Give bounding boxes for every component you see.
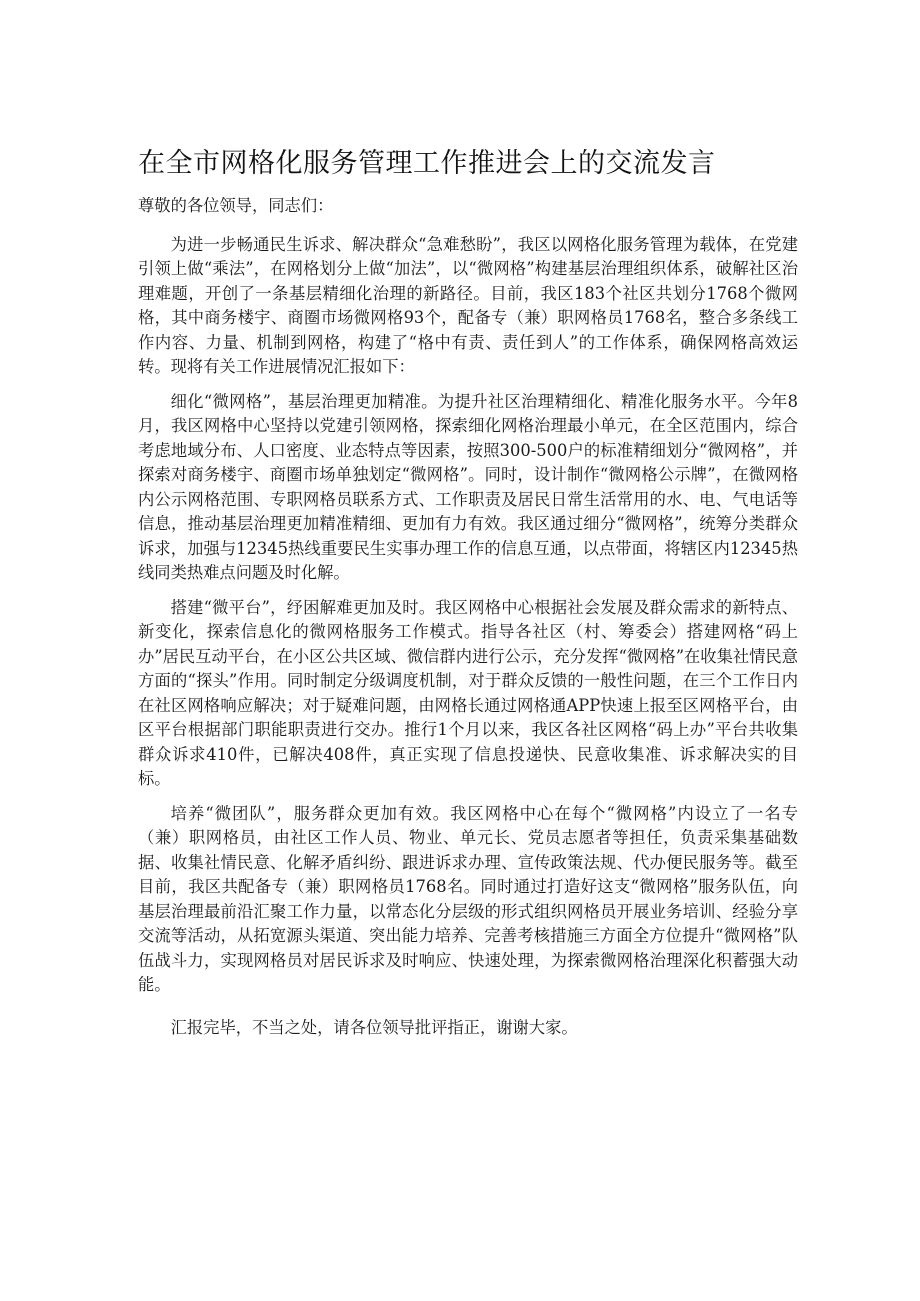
paragraph-intro: 为进一步畅通民生诉求、解决群众“急难愁盼”，我区以网格化服务管理为载体，在党建引领上做“乘法”，在网格划分上做“加法”，以“微网格”构建基层治理组织体系，破解社区治理难题，开创了一条基层精细化治理的新路径。目前，我区183个社区共划分1768个微网格，其中商务楼宇、商圈市场微网格93个，配备专（兼）职网格员1768名，整合多条线工作内容、力量、机制到网格，构建了“格中有责、责任到人”的工作体系，确保网格高效运转。现将有关工作进展情况汇报如下： [138, 234, 798, 376]
paragraph-micro-grid: 细化“微网格”，基层治理更加精准。为提升社区治理精细化、精准化服务水平。今年8月，我区网格中心坚持以党建引领网格，探索细化网格治理最小单元，在全区范围内，综合考虑地域分布、人口密度、业态特点等因素，按照300-500户的标准精细划分“微网格”，并探索对商务楼宇、商圈市场单独划定“微网格”。同时，设计制作“微网格公示牌”，在微网格内公示网格范围、专职网格员联系方式、工作职责及居民日常生活常用的水、电、气电话等信息，推动基层治理更加精准精细、更加有力有效。我区通过细分“微网格”，统筹分类群众诉求，加强与12345热线重要民生实事办理工作的信息互通，以点带面，将辖区内12345热线同类热难点问题及时化解。 [138, 391, 798, 582]
document-page [138, 142, 798, 1040]
paragraph-micro-team: 培养“微团队”，服务群众更加有效。我区网格中心在每个“微网格”内设立了一名专（兼）职网格员，由社区工作人员、物业、单元长、党员志愿者等担任，负责采集基础数据、收集社情民意、化解矛盾纠纷、跟进诉求办理、宣传政策法规、代办便民服务等。截至目前，我区共配备专（兼）职网格员1768名。同时通过打造好这支“微网格”服务队伍，向基层治理最前沿汇聚工作力量，以常态化分层级的形式组织网格员开展业务培训、经验分享交流等活动，从拓宽源头渠道、突出能力培养、完善考核措施三方面全方位提升“微网格”队伍战斗力，实现网格员对居民诉求及时响应、快速处理，为探索微网格治理深化积蓄强大动能。 [138, 803, 798, 994]
paragraph-closing: 汇报完毕，不当之处，请各位领导批评指正，谢谢大家。 [170, 1017, 578, 1037]
salutation: 尊敬的各位领导，同志们： [138, 196, 334, 215]
document-title: 在全市网格化服务管理工作推进会上的交流发言 [138, 148, 716, 179]
paragraph-micro-platform: 搭建“微平台”，纾困解难更加及时。我区网格中心根据社会发展及群众需求的新特点、新变化，探索信息化的微网格服务工作模式。指导各社区（村、筹委会）搭建网格“码上办”居民互动平台，在小区公共区域、微信群内进行公示，充分发挥“微网格”在收集社情民意方面的“探头”作用。同时制定分级调度机制，对于群众反馈的一般性问题，在三个工作日内在社区网格响应解决；对于疑难问题，由网格长通过网格通APP快速上报至区网格平台，由区平台根据部门职能职责进行交办。推行1个月以来，我区各社区网格“码上办”平台共收集群众诉求410件，已解决408件，真正实现了信息投递快、民意收集准、诉求解决实的目标。 [138, 597, 798, 788]
